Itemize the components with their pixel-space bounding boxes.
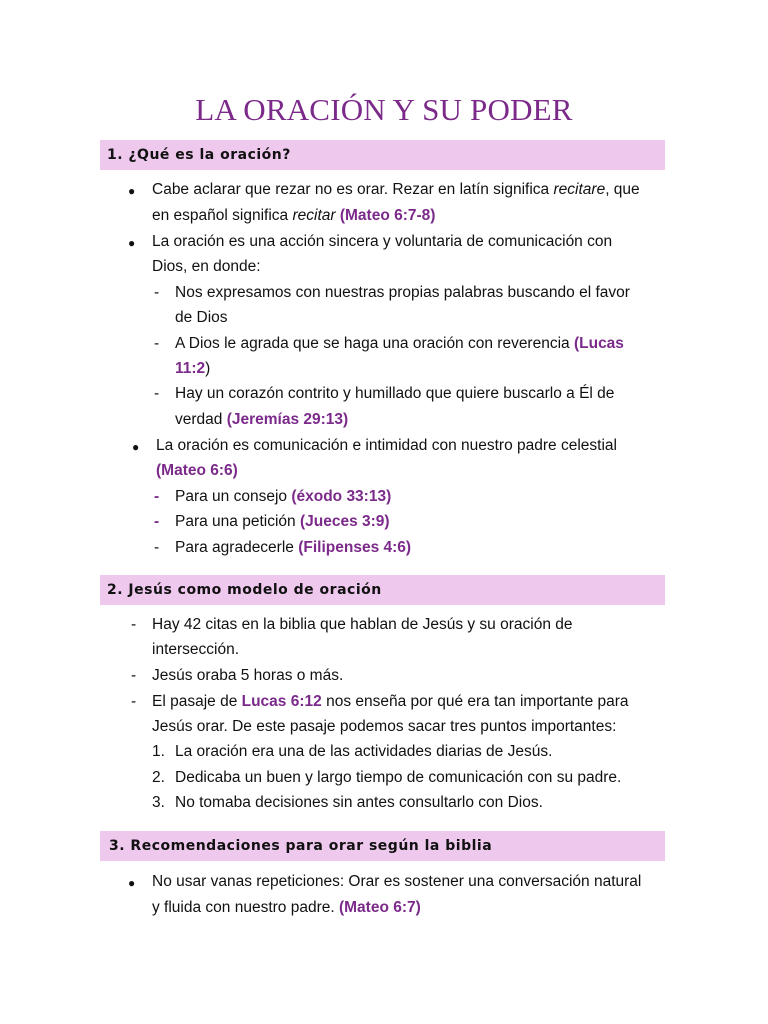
dash-marker: - xyxy=(154,539,160,556)
bible-reference: (Jeremías 29:13) xyxy=(226,411,349,428)
bible-reference: (Mateo 6:7-8) xyxy=(339,207,436,224)
sub-item-3-line-2: verdad (Jeremías 29:13) xyxy=(175,411,349,428)
dash-item-3-line-2: Jesús orar. De este pasaje podemos sacar tres puntos importantes: xyxy=(152,718,617,735)
dash-marker: - xyxy=(131,616,137,633)
bible-reference: (Mateo 6:7) xyxy=(338,899,421,916)
bullet-2-line-1: La oración es una acción sincera y voluntaria de comunicación con xyxy=(152,233,613,250)
dash-marker: - xyxy=(131,693,137,710)
dash-marker: - xyxy=(154,488,160,505)
bible-reference: (Jueces 3:9) xyxy=(299,513,390,530)
bible-reference: (Lucas xyxy=(573,335,624,352)
dash-marker: - xyxy=(154,513,160,530)
dash-item-2: Jesús oraba 5 horas o más. xyxy=(152,667,344,684)
sub-item-4: Para un consejo (éxodo 33:13) xyxy=(175,488,392,505)
bible-reference: (Mateo 6:6) xyxy=(156,462,238,479)
dash-marker: - xyxy=(131,667,137,684)
bullet-3-line-2 xyxy=(156,461,238,481)
bible-reference: 11:2 xyxy=(175,360,206,377)
list-number: 1. xyxy=(152,743,165,760)
bullet-marker: ● xyxy=(128,184,136,198)
dash-item-1-line-1: Hay 42 citas en la biblia que hablan de Jesús y su oración de xyxy=(152,616,573,633)
bullet-1-line-2: en español significa recitar (Mateo 6:7-8) xyxy=(152,207,436,224)
bible-reference: Lucas 6:12 xyxy=(241,693,322,710)
dash-item-1-line-2: intersección. xyxy=(152,641,240,658)
sub-item-2-line-2: 11:2) xyxy=(175,360,211,377)
dash-marker: - xyxy=(154,385,160,402)
list-number: 2. xyxy=(152,769,165,786)
bullet-3-line-1: La oración es comunicación e intimidad con nuestro padre celestial xyxy=(156,437,617,454)
numbered-item-3: No tomaba decisiones sin antes consultarlo con Dios. xyxy=(175,794,543,811)
numbered-item-2: Dedicaba un buen y largo tiempo de comunicación con su padre. xyxy=(175,769,622,786)
bullet-marker: ● xyxy=(128,876,136,890)
sub-item-1-line-2: de Dios xyxy=(175,309,228,326)
list-number: 3. xyxy=(152,794,165,811)
bullet-marker: ● xyxy=(128,236,136,250)
section-3-bullet-line-2: y fluida con nuestro padre. (Mateo 6:7) xyxy=(152,899,421,916)
section-3-heading: 3. Recomendaciones para orar según la biblia xyxy=(100,831,665,861)
document-title: LA ORACIÓN Y SU PODER xyxy=(195,92,573,127)
dash-marker: - xyxy=(154,284,160,301)
dash-item-3-line-1: El pasaje de Lucas 6:12 nos enseña por qué era tan importante para xyxy=(152,693,629,710)
bible-reference: (Filipenses 4:6) xyxy=(298,539,412,556)
dash-marker: - xyxy=(154,335,160,352)
sub-item-2-line-1: A Dios le agrada que se haga una oración con reverencia (Lucas xyxy=(175,335,624,352)
section-3-bullet-line-1: No usar vanas repeticiones: Orar es sostener una conversación natural xyxy=(152,873,642,890)
section-1-heading: 1. ¿Qué es la oración? xyxy=(100,140,665,170)
sub-item-5: Para una petición (Jueces 3:9) xyxy=(175,513,390,530)
bible-reference: (éxodo 33:13) xyxy=(291,488,392,505)
bullet-1-line-1: Cabe aclarar que rezar no es orar. Rezar en latín significa recitare, que xyxy=(152,181,640,198)
section-2-heading: 2. Jesús como modelo de oración xyxy=(100,575,665,605)
sub-item-1-line-1: Nos expresamos con nuestras propias palabras buscando el favor xyxy=(175,284,630,301)
sub-item-6: Para agradecerle (Filipenses 4:6) xyxy=(175,539,412,556)
sub-item-3-line-1: Hay un corazón contrito y humillado que quiere buscarlo a Él de xyxy=(175,385,615,402)
bullet-marker: ● xyxy=(132,440,140,454)
numbered-item-1: La oración era una de las actividades diarias de Jesús. xyxy=(175,743,553,760)
bullet-2-line-2: Dios, en donde: xyxy=(152,258,261,275)
